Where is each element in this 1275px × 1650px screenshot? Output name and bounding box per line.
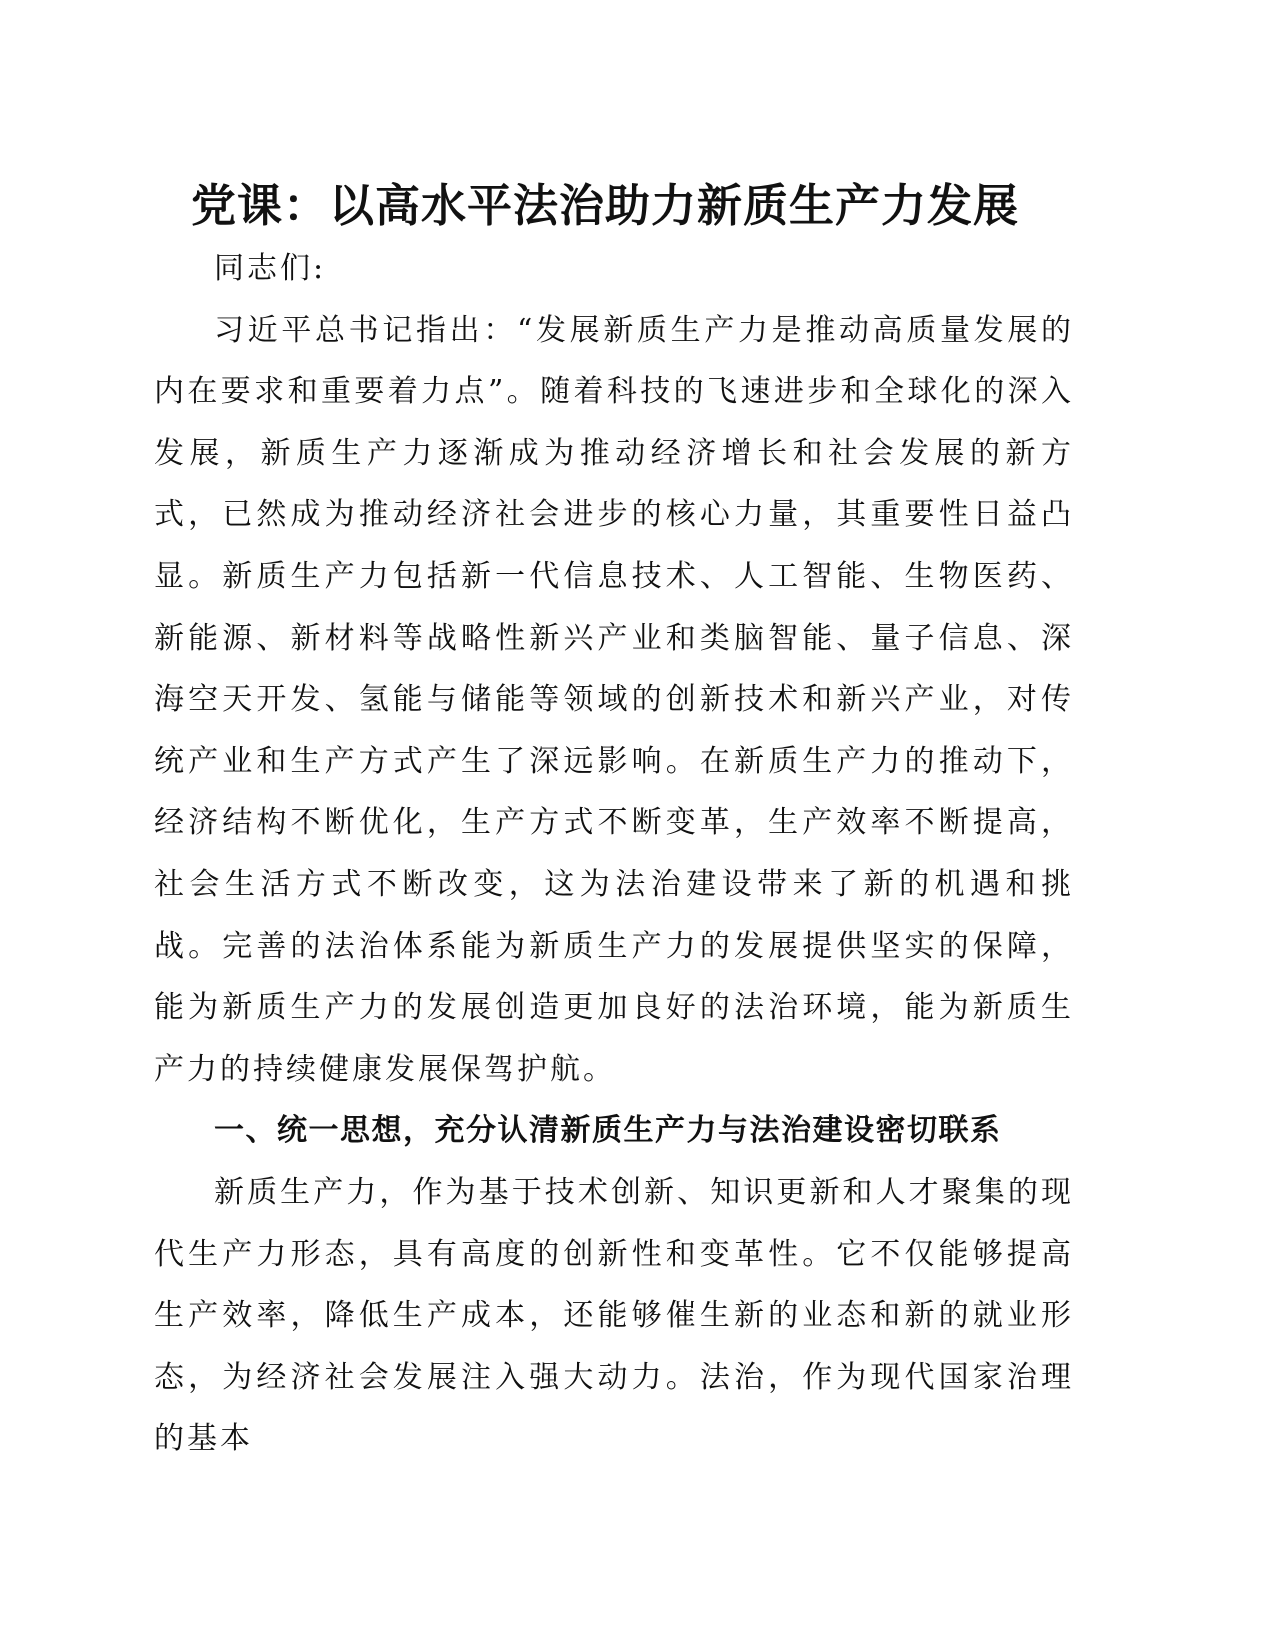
salutation: 同志们: [214, 251, 327, 286]
intro-paragraph: 习近平总书记指出：“发展新质生产力是推动高质量发展的内在要求和重要着力点”。随着科技的飞速进步和全球化的深入发展，新质生产力逐渐成为推动经济增长和社会发展的新方式，已然成为推动经济社会进步的核心力量，其重要性日益凸显。新质生产力包括新一代信息技术、人工智能、生物医药、新能源、新材料等战略性新兴产业和类脑智能、量子信息、深海空天开发、氢能与储能等领域的创新技术和新兴产业，对传统产业和生产方式产生了深远影响。在新质生产力的推动下，经济结构不断优化，生产方式不断变革，生产效率不断提高，社会生活方式不断改变，这为法治建设带来了新的机遇和挑战。完善的法治体系能为新质生产力的发展提供坚实的保障，能为新质生产力的发展创造更加良好的法治环境，能为新质生产力的持续健康发展保驾护航。 [154, 312, 1074, 1087]
section-1-paragraph: 新质生产力，作为基于技术创新、知识更新和人才聚集的现代生产力形态，具有高度的创新性和变革性。它不仅能够提高生产效率，降低生产成本，还能够催生新的业态和新的就业形态，为经济社会发展注入强大动力。法治，作为现代国家治理的基本 [154, 1174, 1074, 1457]
document-title: 党课：以高水平法治助力新质生产力发展 [190, 179, 1019, 232]
document-body [154, 238, 1074, 1470]
section-heading-1: 一、统一思想，充分认清新质生产力与法治建设密切联系 [214, 1113, 1002, 1149]
